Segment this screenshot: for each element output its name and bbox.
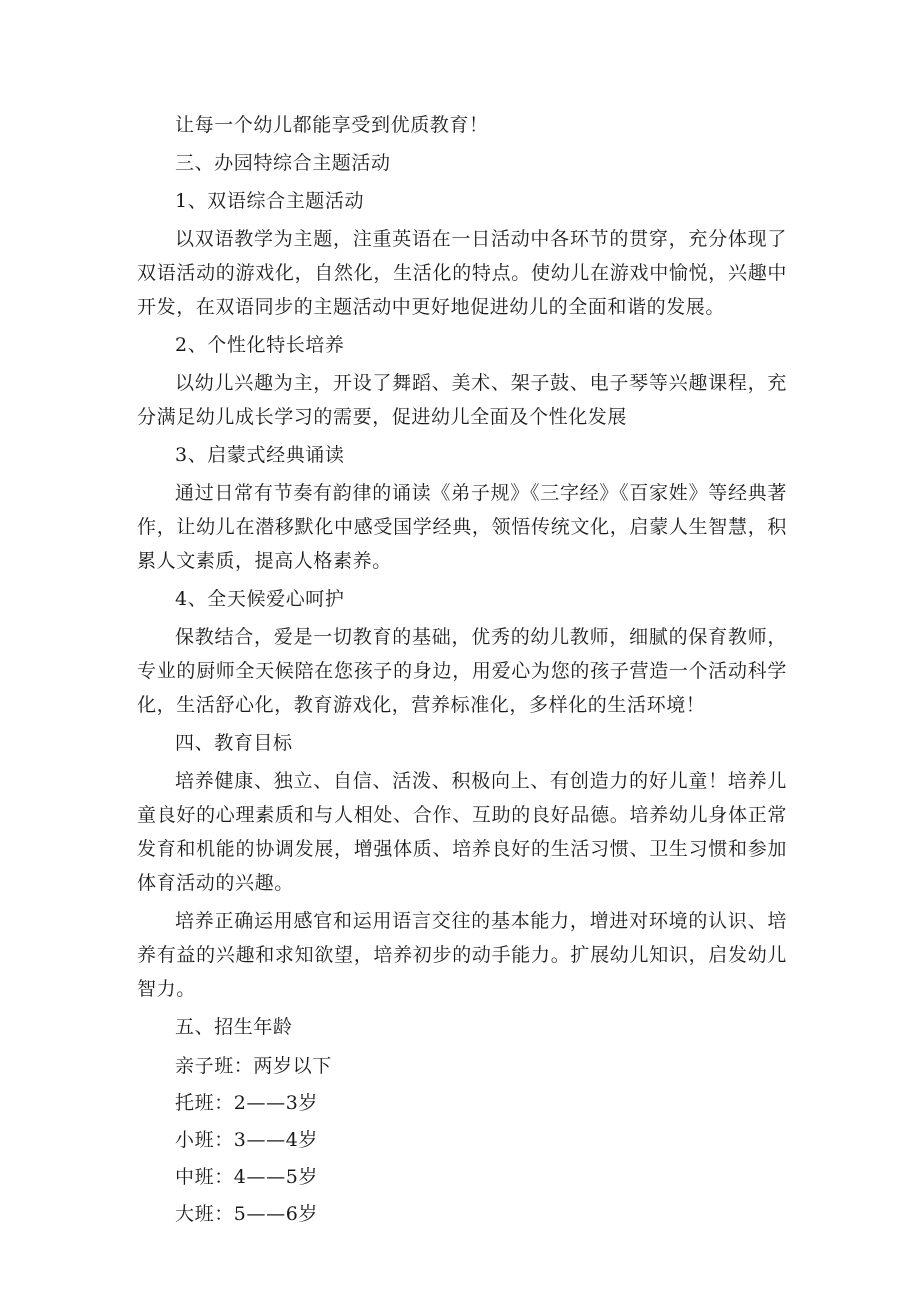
intro-line: 让每一个幼儿都能享受到优质教育！ [175,114,489,136]
item-3-title: 3、启蒙式经典诵读 [175,444,345,466]
item-4-body: 保教结合，爱是一切教育的基础，优秀的幼儿教师，细腻的保育教师，专业的厨师全天候陪在您孩子的身边，用爱心为您的孩子营造一个活动科学化，生活舒心化，教育游戏化，营养标准化，多样化的生活环境！ [137,626,787,716]
section-4-paragraph-2: 培养正确运用感官和运用语言交往的基本能力，增进对环境的认识、培养有益的兴趣和求知欲望，培养初步的动手能力。扩展幼儿知识，启发幼儿智力。 [137,910,787,1000]
age-row-nursery: 托班：2——3岁 [175,1092,318,1114]
item-1-body: 以双语教学为主题，注重英语在一日活动中各环节的贯穿，充分体现了双语活动的游戏化，自然化，生活化的特点。使幼儿在游戏中愉悦，兴趣中开发，在双语同步的主题活动中更好地促进幼儿的全面和谐的发展。 [137,228,787,318]
document-body [137,108,787,1233]
item-3-body: 通过日常有节奏有韵律的诵读《弟子规》《三字经》《百家姓》等经典著作，让幼儿在潜移默化中感受国学经典，领悟传统文化，启蒙人生智慧，积累人文素质，提高人格素养。 [137,482,787,572]
item-2-body: 以幼儿兴趣为主，开设了舞蹈、美术、架子鼓、电子琴等兴趣课程，充分满足幼儿成长学习的需要，促进幼儿全面及个性化发展 [137,372,787,428]
item-2-title: 2、个性化特长培养 [175,334,345,356]
age-row-senior: 大班：5——6岁 [175,1203,318,1225]
section-4-heading: 四、教育目标 [175,732,293,754]
section-4-paragraph-1: 培养健康、独立、自信、活泼、积极向上、有创造力的好儿童！培养儿童良好的心理素质和与人相处、合作、互助的良好品德。培养幼儿身体正常发育和机能的协调发展，增强体质、培养良好的生活习惯、卫生习惯和参加体育活动的兴趣。 [137,770,787,894]
item-4-title: 4、全天候爱心呵护 [175,588,345,610]
section-3-heading: 三、办园特综合主题活动 [175,152,391,174]
section-5-heading: 五、招生年龄 [175,1016,293,1038]
age-row-middle: 中班：4——5岁 [175,1166,318,1188]
age-row-parent-child: 亲子班：两岁以下 [175,1055,332,1077]
age-row-junior: 小班：3——4岁 [175,1129,318,1151]
item-1-title: 1、双语综合主题活动 [175,190,365,212]
